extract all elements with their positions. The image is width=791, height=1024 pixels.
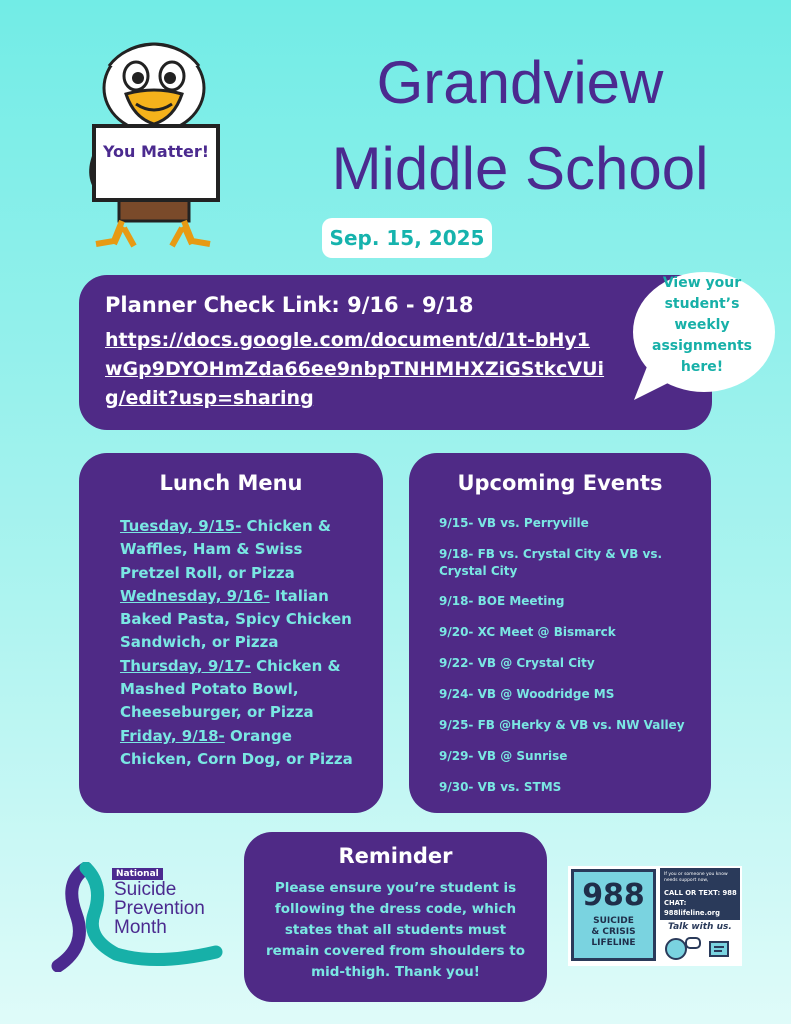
event-item: 9/20- XC Meet @ Bismarck <box>439 625 616 639</box>
lunch-day: Thursday, 9/17- <box>120 656 251 675</box>
lifeline-chat: CHAT: 988lifeline.org <box>664 899 720 917</box>
school-title <box>300 40 740 212</box>
event-item: 9/30- VB vs. STMS <box>439 780 562 794</box>
event-item: 9/18- FB vs. Crystal City & VB vs. Crystal City <box>439 547 663 578</box>
lifeline-number: 988 <box>582 878 645 913</box>
spm-text <box>114 880 205 937</box>
lifeline-sub: & CRISIS <box>591 927 636 937</box>
lunch-day: Wednesday, 9/16- <box>120 586 270 605</box>
bubble-text: View your student’s weekly assignments here! <box>652 275 752 375</box>
lifeline-talk: Talk with us. <box>668 922 732 932</box>
lunch-items: Chicken & Mashed Potato Bowl, Cheeseburger, or Pizza <box>120 656 341 722</box>
events-list <box>439 515 699 796</box>
title-line-2: Middle School <box>331 135 709 202</box>
event-item: 9/25- FB @Herky & VB vs. NW Valley <box>439 718 685 732</box>
lunch-menu-panel <box>79 453 383 813</box>
lifeline-small-text <box>664 872 736 884</box>
lunch-items: Orange Chicken, Corn Dog, or Pizza <box>120 726 353 768</box>
spm-line: Prevention <box>114 898 205 919</box>
event-item: 9/18- BOE Meeting <box>439 594 565 608</box>
lifeline-logo <box>568 866 742 966</box>
upcoming-events-title: Upcoming Events <box>457 471 663 495</box>
planner-title: Planner Check Link: 9/16 - 9/18 <box>105 293 474 317</box>
lunch-items: Italian Baked Pasta, Spicy Chicken Sandwich, or Pizza <box>120 586 352 652</box>
lifeline-sub: SUICIDE <box>593 916 634 926</box>
chat-bubbles-icon <box>664 934 738 964</box>
spm-line: Month <box>114 917 167 938</box>
planner-link[interactable]: https://docs.google.com/document/d/1t-bHy1wGp9DYOHmZda66ee9nbpTNHMHXZiGStkcVUig/edit?usp=sharing <box>105 329 605 409</box>
title-line-1: Grandview <box>376 49 664 116</box>
lifeline-small: needs support now, <box>664 878 709 883</box>
lifeline-subtitle <box>574 916 653 949</box>
event-item: 9/24- VB @ Woodridge MS <box>439 687 615 701</box>
planner-panel <box>79 275 712 430</box>
reminder-panel <box>244 832 547 1002</box>
event-item: 9/15- VB vs. Perryville <box>439 516 589 530</box>
mascot-sign-text: You Matter! <box>102 142 210 161</box>
lunch-menu-list <box>120 515 360 771</box>
upcoming-events-panel <box>409 453 711 813</box>
event-item: 9/22- VB @ Crystal City <box>439 656 595 670</box>
lifeline-box <box>571 869 656 961</box>
reminder-title: Reminder <box>338 844 453 868</box>
lunch-menu-title: Lunch Menu <box>159 471 303 495</box>
event-item: 9/29- VB @ Sunrise <box>439 749 568 763</box>
spm-badge: National <box>112 868 163 880</box>
reminder-text: Please ensure you’re student is following the dress code, which states that all students must remain covered from shoulders to mid-thigh. Thank you! <box>265 880 525 980</box>
spm-line: Suicide <box>114 879 177 900</box>
lunch-items: Chicken & Waffles, Ham & Swiss Pretzel Roll, or Pizza <box>120 517 331 582</box>
lifeline-small: If you or someone you know <box>664 872 728 877</box>
lifeline-contact <box>664 888 740 918</box>
lifeline-sub: LIFELINE <box>591 938 636 948</box>
lifeline-call: CALL OR TEXT: 988 <box>664 889 737 897</box>
lunch-day: Friday, 9/18- <box>120 726 225 745</box>
lunch-day: Tuesday, 9/15- <box>120 517 242 535</box>
date-badge: Sep. 15, 2025 <box>322 218 492 258</box>
